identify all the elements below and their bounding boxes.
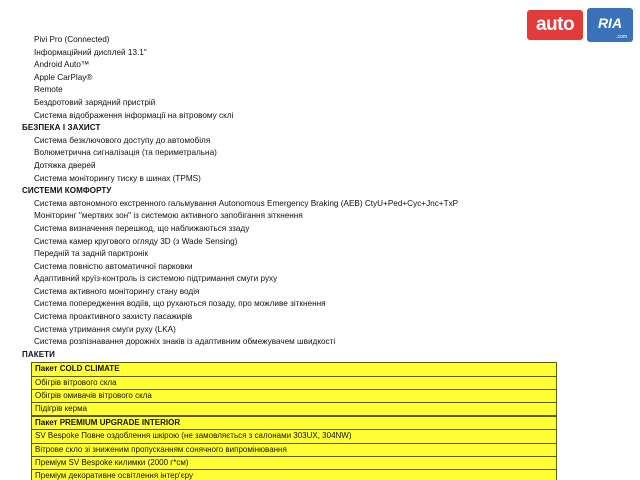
package-item: Обігрів вітрового скла: [31, 376, 557, 389]
list-item: Pivi Pro (Connected): [34, 35, 110, 44]
package-item: SV Bespoke Повне оздоблення шкірою (не замовляється з салонами 303UX, 304NW): [31, 429, 557, 442]
list-item: Система утримання смуги руху (LKA): [34, 324, 176, 334]
logo-ria-text: RIA: [597, 15, 623, 31]
list-item: Дотяжка дверей: [34, 160, 96, 170]
list-item: Моніторинг "мертвих зон" із системою активного запобігання зіткнення: [34, 211, 303, 221]
section-title-packages: ПАКЕТИ: [22, 349, 55, 359]
packages-table: [31, 362, 557, 480]
list-item: Система визначення перешкод, що наближаються ззаду: [34, 223, 250, 233]
list-item: Система активного моніторингу стану водія: [34, 286, 200, 296]
logo-ria-suffix: .com: [616, 34, 627, 40]
package-item: Обігрів омивачів вітрового скла: [31, 389, 557, 402]
package-item: Преміум SV Bespoke килимки (2000 г*см): [31, 456, 557, 469]
section-title-comfort: СИСТЕМИ КОМФОРТУ: [22, 186, 112, 196]
section-title-safety: БЕЗПЕКА І ЗАХИСТ: [22, 123, 101, 133]
list-item: Система розпізнавання дорожніх знаків із адаптивним обмежувачем швидкості: [34, 337, 336, 347]
list-item: Система повністю автоматичної парковки: [34, 261, 193, 271]
list-item: Волюметрична сигналізація (та периметральна): [34, 148, 217, 158]
list-item: Remote: [34, 85, 63, 95]
list-item: Система відображення інформації на вітровому склі: [34, 110, 234, 120]
equipment-document: [0, 34, 640, 480]
list-item: Адаптивний круїз-контроль із системою підтримання смуги руху: [34, 274, 278, 284]
list-item: Система попередження водіїв, що рухаються позаду, про можливе зіткнення: [34, 299, 326, 309]
comfort-list: [0, 198, 640, 349]
list-item: Система моніторингу тиску в шинах (TPMS): [34, 173, 201, 183]
list-item: Система камер кругового огляду 3D (з Wade Sensing): [34, 236, 238, 246]
package-item: Вітрове скло зі зниженим пропусканням сонячного випромінювання: [31, 443, 557, 456]
safety-list: [0, 135, 640, 185]
package-header-premium-upgrade-interior: Пакет PREMIUM UPGRADE INTERIOR: [31, 415, 557, 429]
list-item: Android Auto™: [34, 60, 90, 70]
package-header-cold-climate: Пакет COLD CLIMATE: [31, 362, 557, 375]
list-item: Система проактивного захисту пасажирів: [34, 312, 193, 322]
logo-auto-badge: auto: [527, 10, 583, 40]
list-item: Apple CarPlay®: [34, 72, 93, 82]
list-item: Система безключового доступу до автомобіля: [34, 135, 211, 145]
list-item: Інформаційний дисплей 13.1": [34, 47, 147, 57]
package-item: Преміум декоративне освітлення інтер'єру: [31, 469, 557, 480]
intro-list: [0, 34, 640, 122]
list-item: Система автономного екстренного гальмування Autonomous Emergency Braking (AEB) CtyU+Ped+Cyc+Jnc+TxP: [34, 198, 459, 208]
list-item: Передній та задній парктронік: [34, 249, 149, 259]
package-item: Підігрів керма: [31, 402, 557, 415]
list-item: Бездротовий зарядний пристрій: [34, 97, 156, 107]
